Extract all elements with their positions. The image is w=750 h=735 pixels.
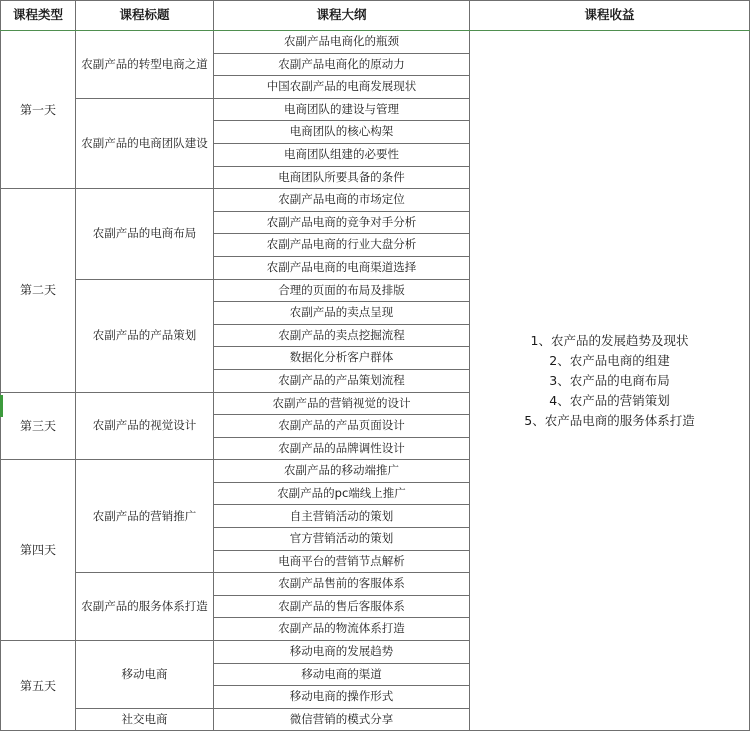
benefit-item: 5、农产品电商的服务体系打造 (524, 412, 695, 428)
outline-item-cell[interactable]: 农副产品的卖点呈现 (214, 302, 470, 325)
outline-item-cell[interactable]: 电商团队所要具备的条件 (214, 166, 470, 189)
topic-title-cell[interactable]: 农副产品的转型电商之道 (76, 31, 214, 99)
outline-item-cell[interactable]: 农副产品电商的电商渠道选择 (214, 256, 470, 279)
outline-item-cell[interactable]: 农副产品电商化的原动力 (214, 53, 470, 76)
outline-item-cell[interactable]: 移动电商的渠道 (214, 663, 470, 686)
topic-title-cell[interactable]: 农副产品的电商团队建设 (76, 98, 214, 188)
day-cell[interactable]: 第二天 (1, 189, 76, 392)
table-row (1, 31, 750, 54)
benefit-item: 3、农产品的电商布局 (549, 372, 670, 388)
day-cell[interactable]: 第五天 (1, 641, 76, 731)
header-row (1, 1, 750, 31)
topic-title-cell[interactable]: 移动电商 (76, 641, 214, 709)
outline-item-cell[interactable]: 电商团队的核心构架 (214, 121, 470, 144)
topic-title-cell[interactable]: 农副产品的营销推广 (76, 460, 214, 573)
table-body (1, 31, 750, 731)
outline-item-cell[interactable]: 农副产品的营销视觉的设计 (214, 392, 470, 415)
row-selection-mark (0, 395, 3, 417)
day-cell[interactable]: 第三天 (1, 392, 76, 460)
outline-item-cell[interactable]: 中国农副产品的电商发展现状 (214, 76, 470, 99)
outline-item-cell[interactable]: 农副产品的品牌调性设计 (214, 437, 470, 460)
course-benefit-cell[interactable] (470, 31, 750, 731)
topic-title-cell[interactable]: 农副产品的视觉设计 (76, 392, 214, 460)
topic-title-cell[interactable]: 农副产品的电商布局 (76, 189, 214, 279)
topic-title-cell[interactable]: 农副产品的服务体系打造 (76, 573, 214, 641)
outline-item-cell[interactable]: 自主营销活动的策划 (214, 505, 470, 528)
header-course-outline[interactable]: 课程大纲 (214, 1, 470, 31)
outline-item-cell[interactable]: 农副产品的物流体系打造 (214, 618, 470, 641)
outline-item-cell[interactable]: 移动电商的发展趋势 (214, 641, 470, 664)
outline-item-cell[interactable]: 农副产品的产品页面设计 (214, 415, 470, 438)
day-cell[interactable]: 第四天 (1, 460, 76, 641)
topic-title-cell[interactable]: 社交电商 (76, 708, 214, 731)
day-cell[interactable]: 第一天 (1, 31, 76, 189)
outline-item-cell[interactable]: 农副产品的卖点挖掘流程 (214, 324, 470, 347)
outline-item-cell[interactable]: 电商团队组建的必要性 (214, 143, 470, 166)
header-course-benefit[interactable]: 课程收益 (470, 1, 750, 31)
topic-title-cell[interactable]: 农副产品的产品策划 (76, 279, 214, 392)
outline-item-cell[interactable]: 电商团队的建设与管理 (214, 98, 470, 121)
header-course-type[interactable]: 课程类型 (1, 1, 76, 31)
outline-item-cell[interactable]: 合理的页面的布局及排版 (214, 279, 470, 302)
outline-item-cell[interactable]: 农副产品电商的竞争对手分析 (214, 211, 470, 234)
outline-item-cell[interactable]: 农副产品的pc端线上推广 (214, 482, 470, 505)
benefit-item: 1、农产品的发展趋势及现状 (530, 332, 689, 348)
benefit-item: 2、农产品电商的组建 (549, 352, 670, 368)
benefit-item: 4、农产品的营销策划 (549, 392, 670, 408)
outline-item-cell[interactable]: 农副产品的产品策划流程 (214, 369, 470, 392)
outline-item-cell[interactable]: 移动电商的操作形式 (214, 686, 470, 709)
outline-item-cell[interactable]: 农副产品售前的客服体系 (214, 573, 470, 596)
outline-item-cell[interactable]: 微信营销的模式分享 (214, 708, 470, 731)
outline-item-cell[interactable]: 农副产品电商的市场定位 (214, 189, 470, 212)
outline-item-cell[interactable]: 数据化分析客户群体 (214, 347, 470, 370)
outline-item-cell[interactable]: 官方营销活动的策划 (214, 528, 470, 551)
outline-item-cell[interactable]: 农副产品电商的行业大盘分析 (214, 234, 470, 257)
header-course-title[interactable]: 课程标题 (76, 1, 214, 31)
outline-item-cell[interactable]: 农副产品电商化的瓶颈 (214, 31, 470, 54)
outline-item-cell[interactable]: 电商平台的营销节点解析 (214, 550, 470, 573)
outline-item-cell[interactable]: 农副产品的移动端推广 (214, 460, 470, 483)
benefit-list (524, 331, 694, 431)
outline-item-cell[interactable]: 农副产品的售后客服体系 (214, 595, 470, 618)
